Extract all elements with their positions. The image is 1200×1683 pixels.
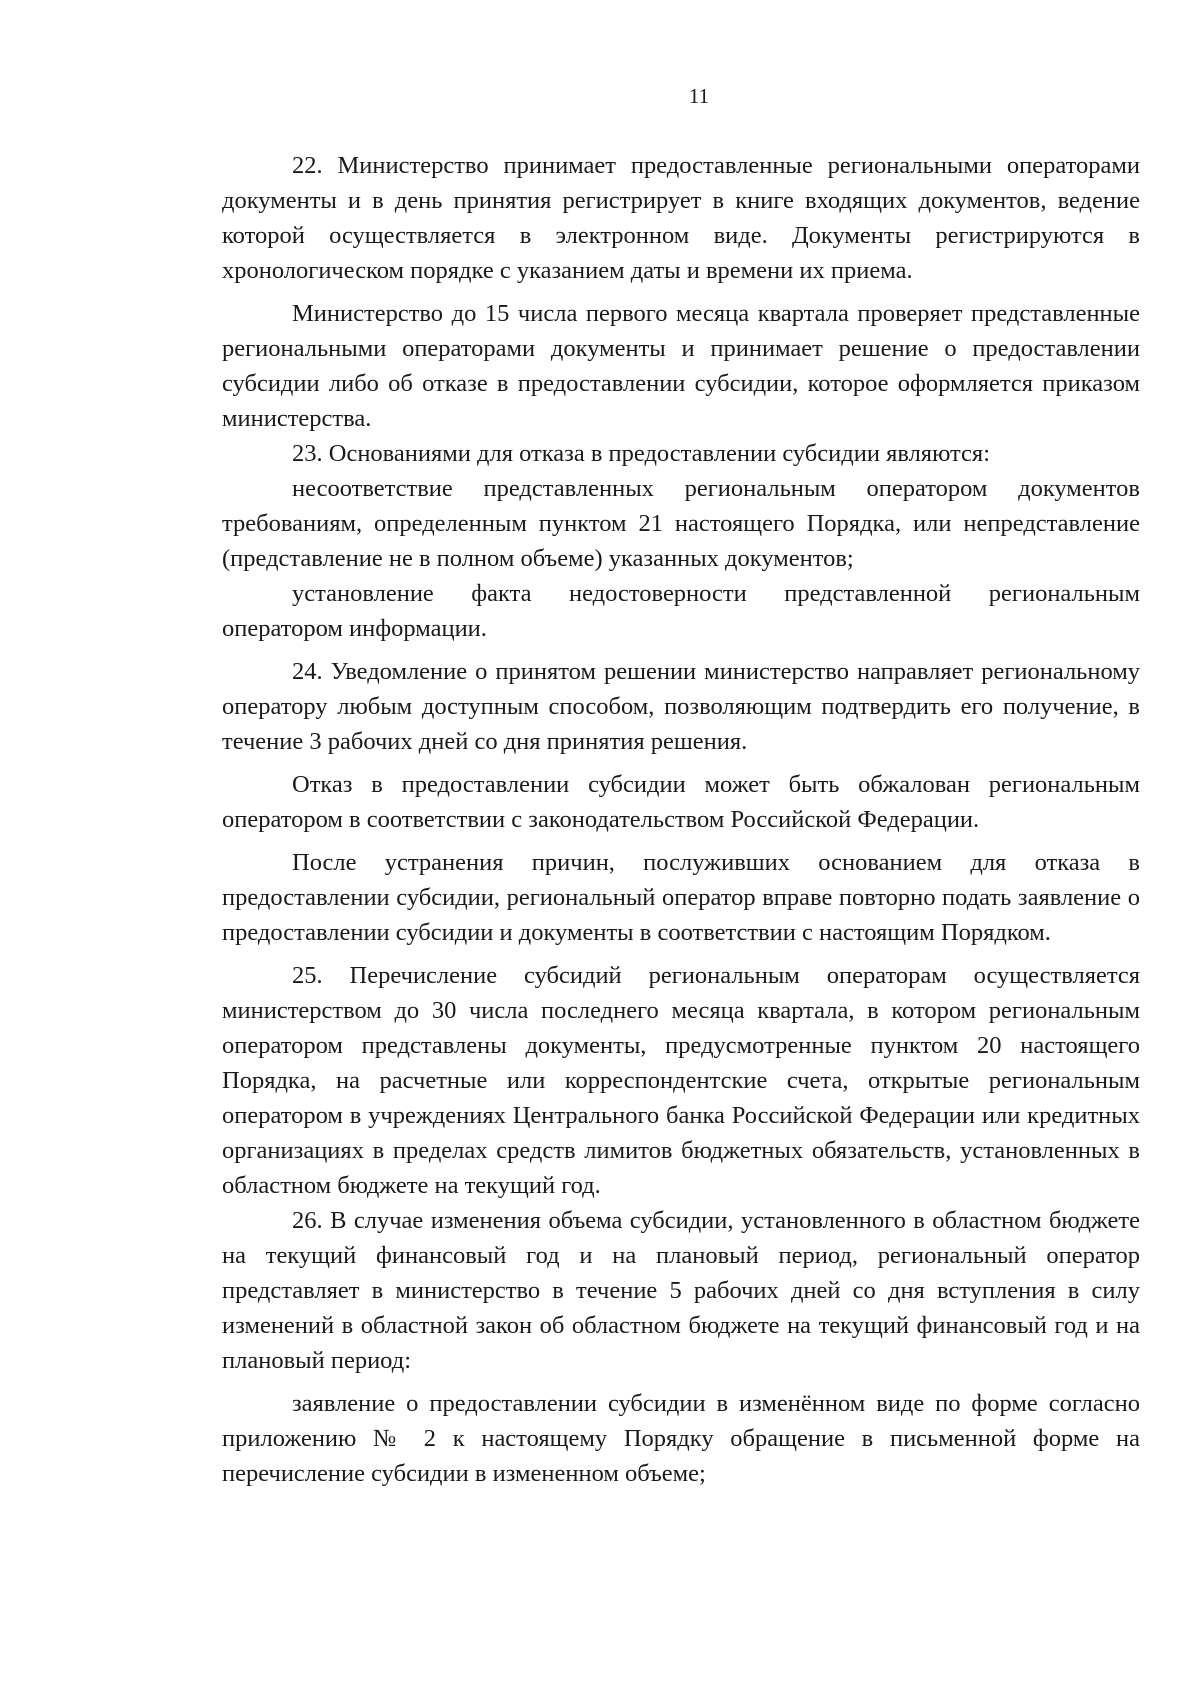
paragraph-26-item-1: заявление о предоставлении субсидии в изменённом виде по форме согласно приложению № 2 к настоящему Порядку обращение в письменной форме на перечисление субсидии в измененном объеме; bbox=[222, 1390, 1140, 1487]
paragraph-26: 26. В случае изменения объема субсидии, установленного в областном бюджете на текущий финансовый год и на плановый период, региональный оператор представляет в министерство в течение 5 рабочих дней со дня вступления в силу изменений в областной закон об областном бюджете на текущий финансовый год и на плановый период: bbox=[222, 1207, 1140, 1374]
paragraph-24-resubmit: После устранения причин, послуживших основанием для отказа в предоставлении субсидии, региональный оператор вправе повторно подать заявление о предоставлении субсидии и документы в соответствии с настоящим Порядком. bbox=[222, 849, 1140, 946]
paragraph-23-item-2: установление факта недостоверности представленной региональным оператором информации. bbox=[222, 580, 1140, 642]
paragraph-22: 22. Министерство принимает предоставленные региональными операторами документы и в день принятия регистрирует в книге входящих документов, ведение которой осуществляется в электронном виде. Документы регистрируются в хронологическом порядке с указанием даты и времени их приема. bbox=[222, 152, 1140, 284]
paragraph-22-review: Министерство до 15 числа первого месяца квартала проверяет представленные региональными операторами документы и принимает решение о предоставлении субсидии либо об отказе в предоставлении субсидии, которое оформляется приказом министерства. bbox=[222, 300, 1140, 432]
paragraph-24: 24. Уведомление о принятом решении министерство направляет региональному оператору любым доступным способом, позволяющим подтвердить его получение, в течение 3 рабочих дней со дня принятия решения. bbox=[222, 658, 1140, 755]
paragraph-24-appeal: Отказ в предоставлении субсидии может быть обжалован региональным оператором в соответствии с законодательством Российской Федерации. bbox=[222, 771, 1140, 833]
page-number: 11 bbox=[688, 84, 710, 108]
paragraph-25: 25. Перечисление субсидий региональным операторам осуществляется министерством до 30 числа последнего месяца квартала, в котором региональным оператором представлены документы, предусмотренные пунктом 20 настоящего Порядка, на расчетные или корреспондентские счета, открытые региональным оператором в учреждениях Центрального банка Российской Федерации или кредитных организациях в пределах средств лимитов бюджетных обязательств, установленных в областном бюджете на текущий год. bbox=[222, 962, 1140, 1199]
paragraph-23-item-1: несоответствие представленных региональным оператором документов требованиям, определенным пунктом 21 настоящего Порядка, или непредставление (представление не в полном объеме) указанных документов; bbox=[222, 475, 1140, 572]
paragraph-23: 23. Основаниями для отказа в предоставлении субсидии являются: bbox=[292, 440, 991, 467]
